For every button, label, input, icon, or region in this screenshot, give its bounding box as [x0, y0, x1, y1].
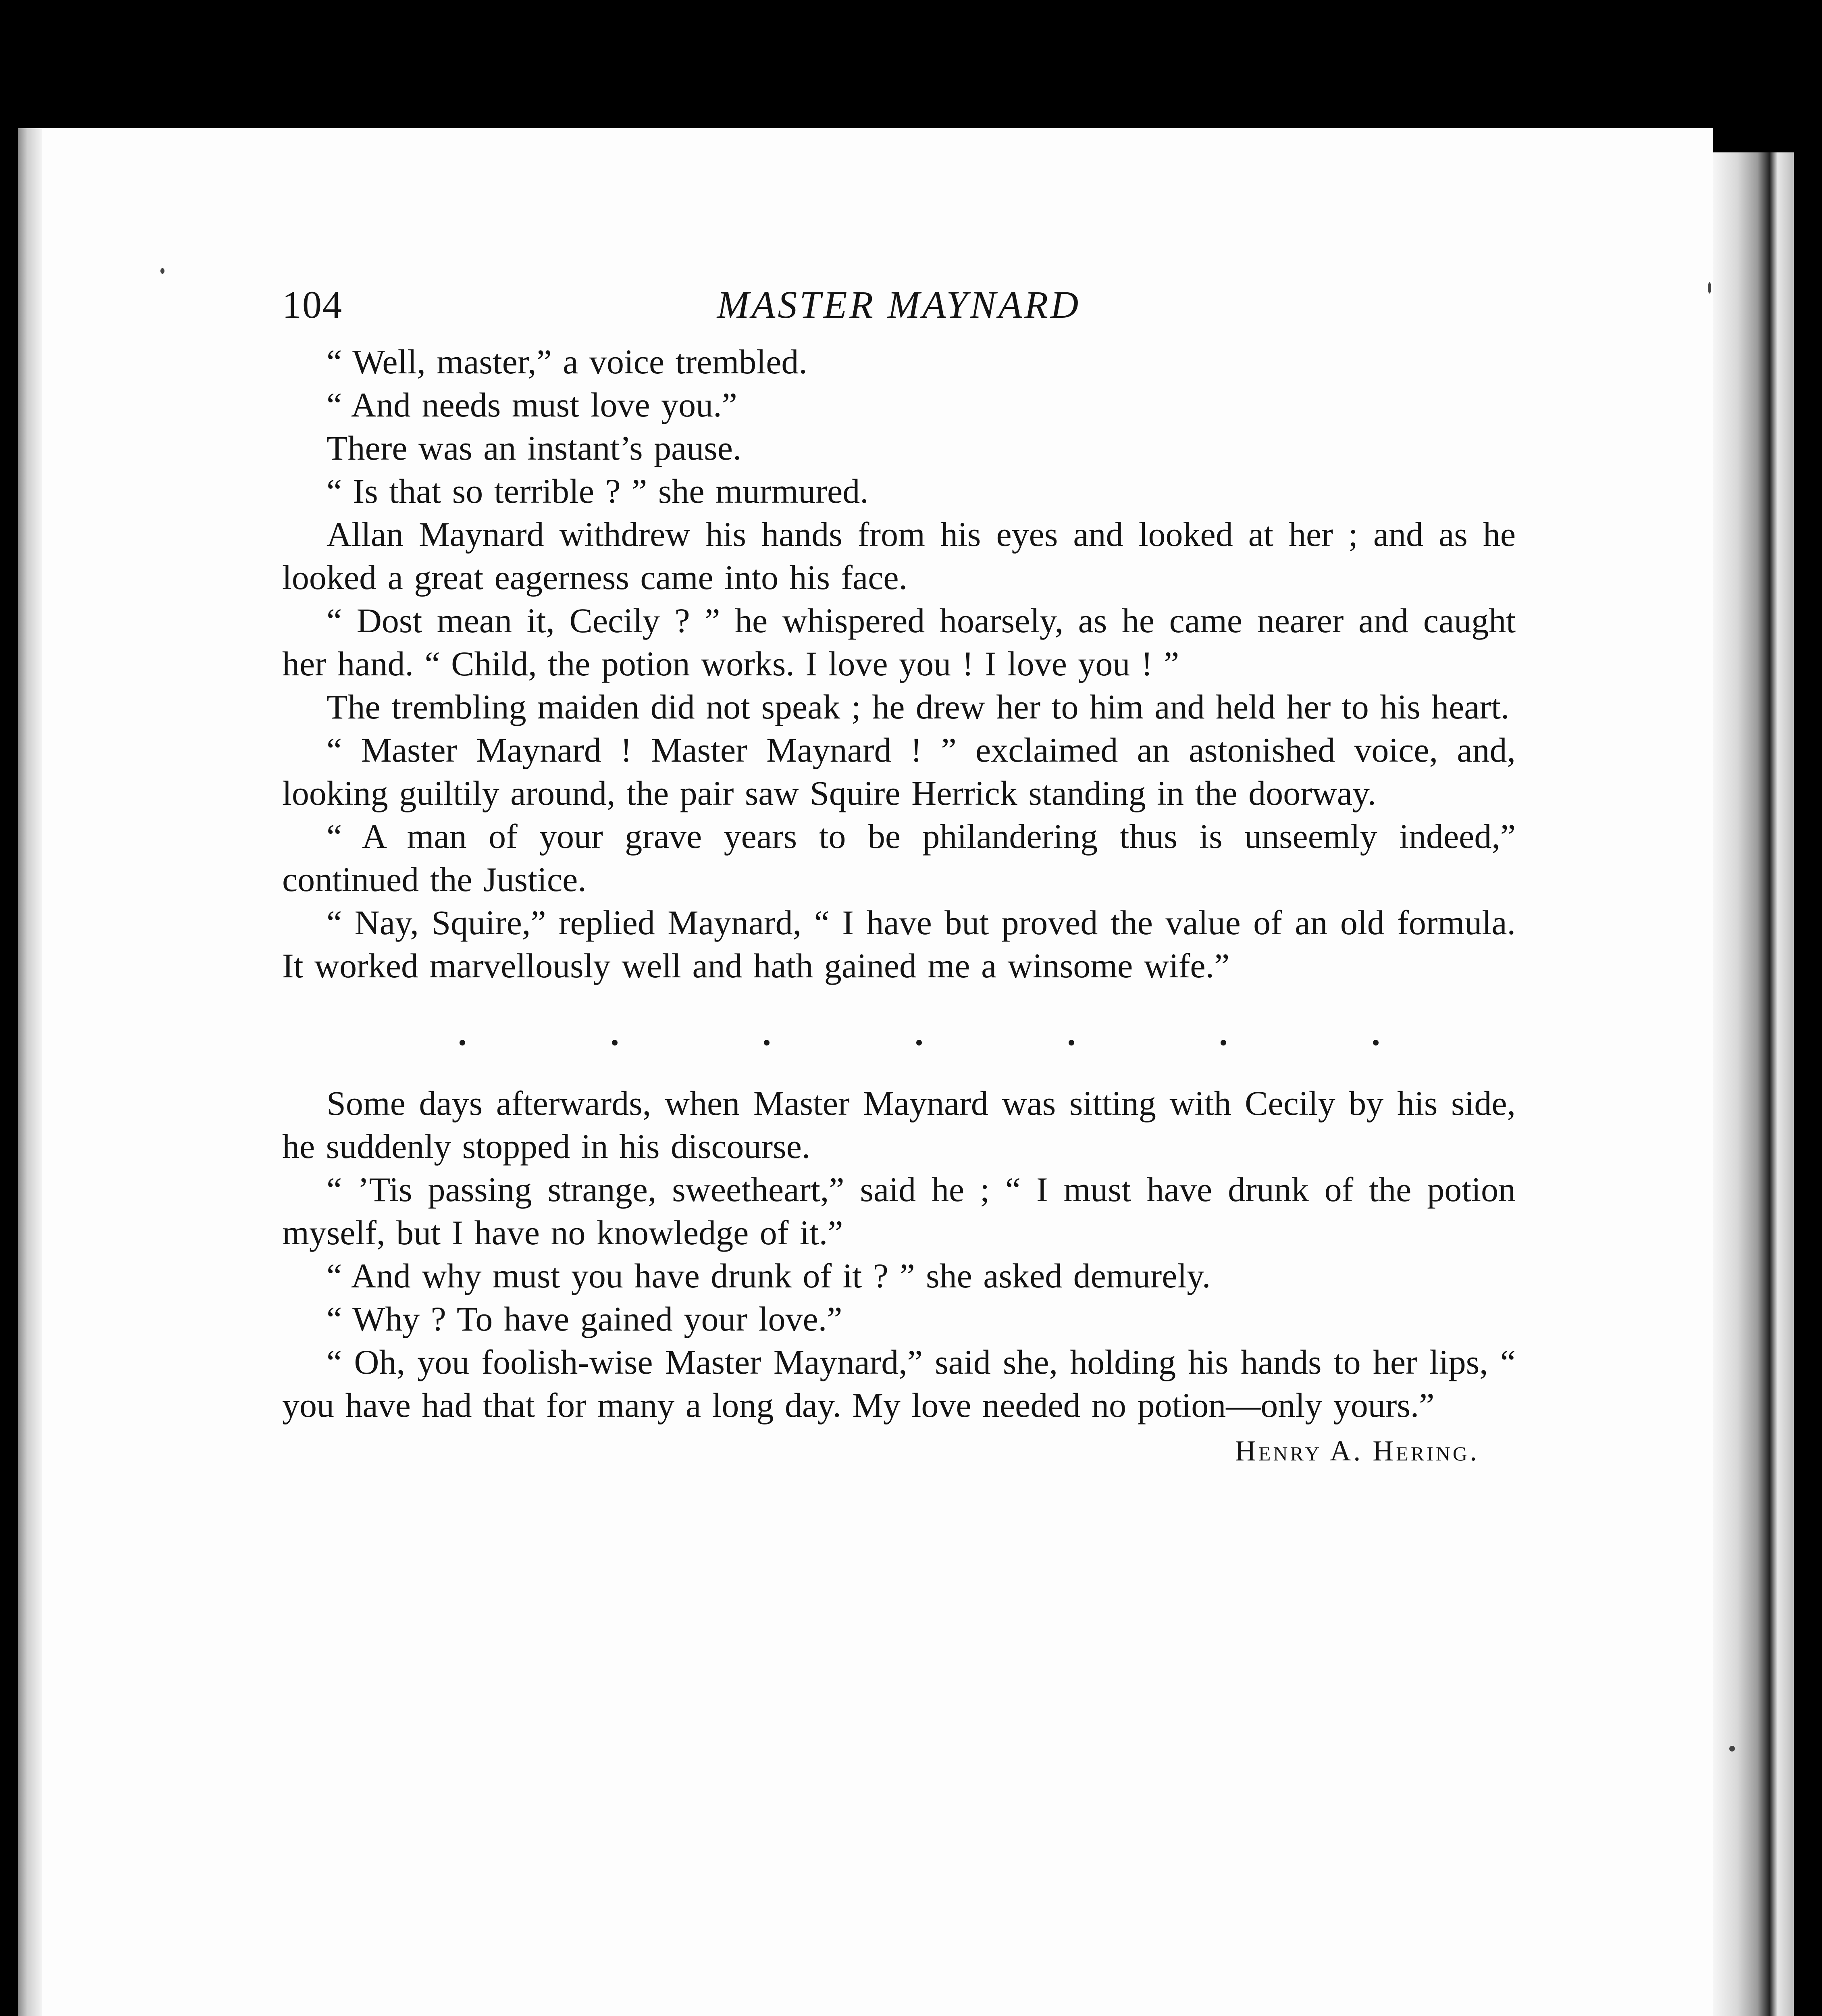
paragraph: “ Nay, Squire,” replied Maynard, “ I have but proved the value of an old formula. It worked marvellously well and hath gained me a winsome wife.”	[282, 903, 1516, 985]
scan-speck	[160, 268, 164, 274]
section-break-dot	[764, 1040, 770, 1045]
paragraph: “ And why must you have drunk of it ? ” she asked demurely.	[327, 1256, 1211, 1295]
page-header	[282, 282, 1516, 343]
page-corner-shadow	[1713, 128, 1794, 152]
running-title: MASTER MAYNARD	[717, 283, 1081, 326]
paragraph: “ Well, master,” a voice trembled.	[327, 342, 807, 381]
paragraph: “ And needs must love you.”	[327, 385, 737, 424]
section-break-dot	[460, 1040, 465, 1045]
section-break-dots	[282, 987, 1516, 1074]
paragraph: “ Oh, you foolish-wise Master Maynard,” said she, holding his hands to her lips, “ you have had that for many a long day. My love needed no potion—only yours.”	[282, 1343, 1516, 1425]
section-break-dot	[1221, 1040, 1226, 1045]
section-break-dot	[1373, 1040, 1379, 1045]
page-text	[282, 282, 1516, 1472]
page-number: 104	[282, 283, 343, 326]
paragraph: “ ’Tis passing strange, sweetheart,” said he ; “ I must have drunk of the potion myself, but I have no knowledge of it.”	[282, 1170, 1516, 1252]
paragraph: There was an instant’s pause.	[327, 429, 742, 467]
section-break-dot	[916, 1040, 922, 1045]
paragraph: “ Why ? To have gained your love.”	[327, 1300, 842, 1338]
paragraph: “ A man of your grave years to be philandering thus is unseemly indeed,” continued the Justice.	[282, 817, 1516, 899]
paragraph: “ Master Maynard ! Master Maynard ! ” exclaimed an astonished voice, and, looking guiltily around, the pair saw Squire Herrick standing in the doorway.	[282, 731, 1516, 812]
paragraph: “ Dost mean it, Cecily ? ” he whispered hoarsely, as he came nearer and caught her hand. “ Child, the potion works. I love you ! I love you ! ”	[282, 601, 1516, 683]
author-signature: Henry A. Hering.	[1235, 1435, 1479, 1467]
section-break-dot	[612, 1040, 618, 1045]
page-edge-shadow	[1713, 128, 1794, 2016]
section-break-dot	[1069, 1040, 1074, 1045]
scan-speck	[1708, 282, 1711, 294]
paragraph: Allan Maynard withdrew his hands from his eyes and looked at her ; and as he looked a great eagerness came into his face.	[282, 515, 1516, 597]
paragraph: “ Is that so terrible ? ” she murmured.	[327, 472, 869, 510]
page-gutter-shadow	[18, 128, 42, 2016]
paragraph: Some days afterwards, when Master Maynard was sitting with Cecily by his side, he suddenly stopped in his discourse.	[282, 1084, 1516, 1166]
scan-speck	[1729, 1746, 1735, 1752]
paragraph: The trembling maiden did not speak ; he drew her to him and held her to his heart.	[327, 687, 1510, 726]
